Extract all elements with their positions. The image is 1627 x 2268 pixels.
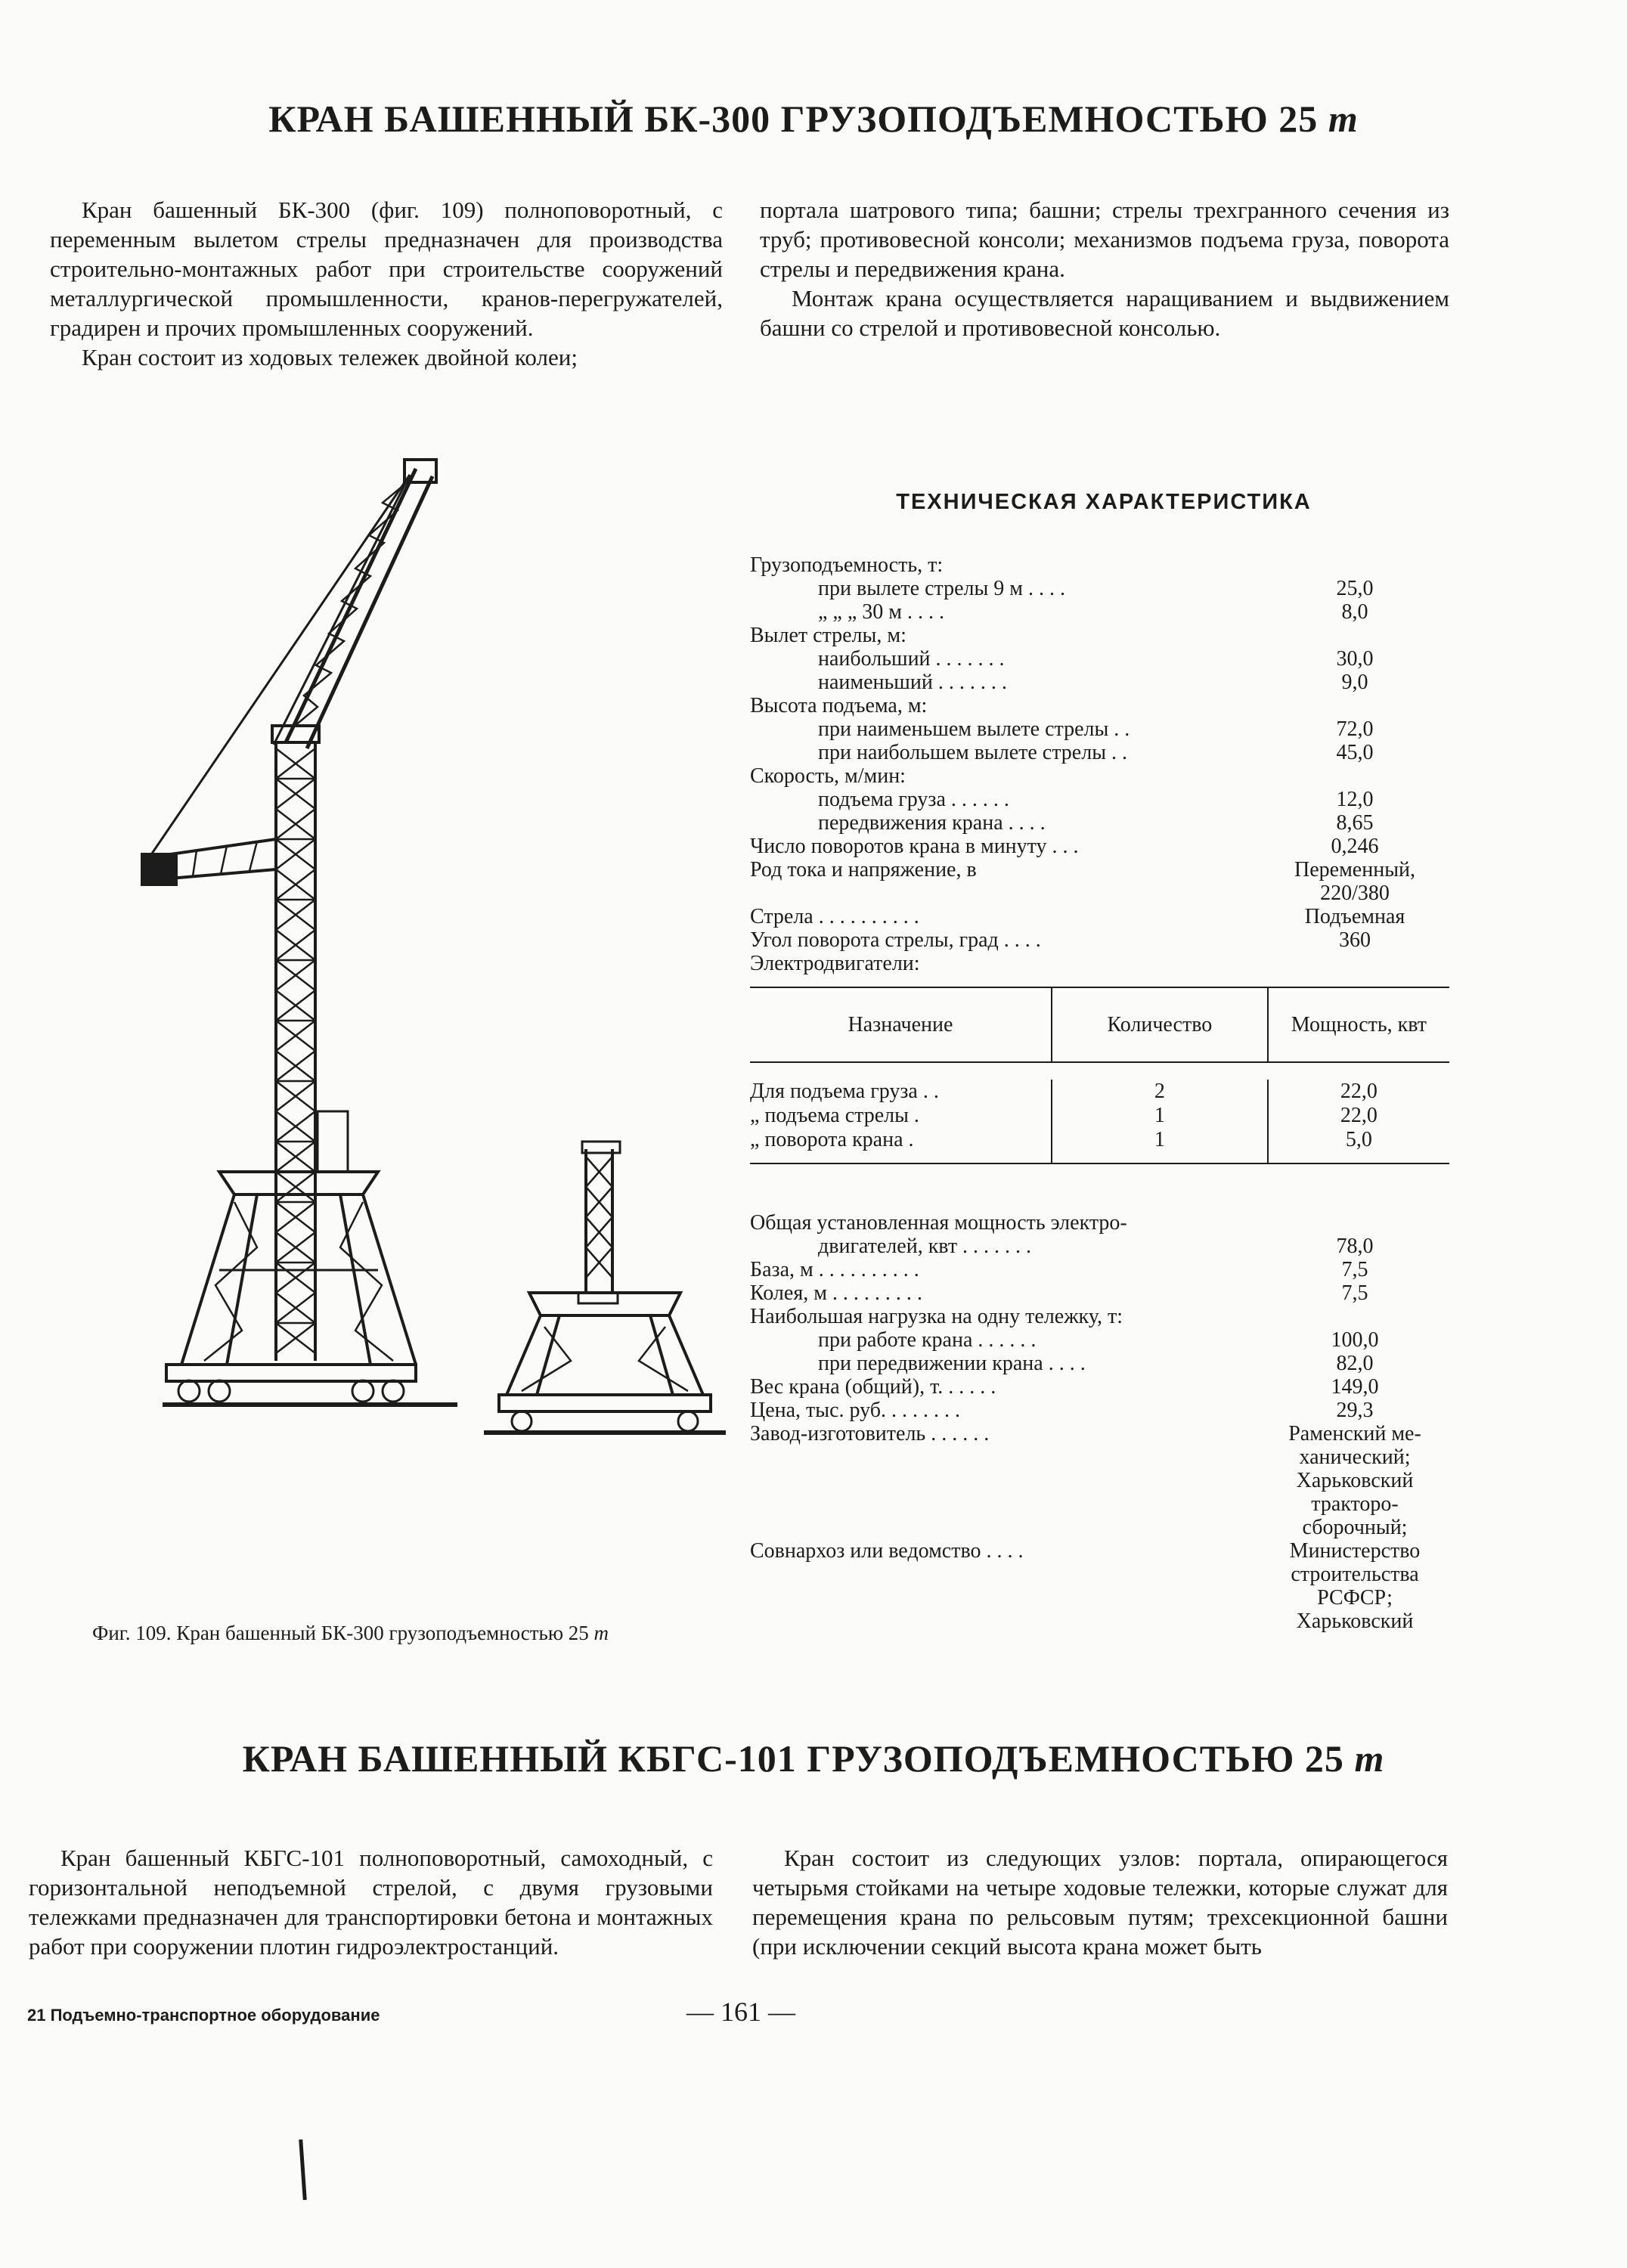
spec-label: наибольший . . . . . . .	[818, 647, 1005, 671]
motor-purpose: „ поворота крана .	[750, 1128, 1052, 1152]
spec-row	[750, 647, 1449, 671]
spec-row	[750, 1235, 1449, 1258]
motor-purpose: Для подъема груза . .	[750, 1080, 1052, 1104]
spec-row	[750, 1445, 1449, 1469]
spec-label: Стрела . . . . . . . . . .	[750, 905, 919, 928]
section1-right-column: портала шатрового типа; башни; стрелы трехгранного сечения из труб; противовесной консоли; механизмов подъема груза, поворота стрелы и передвижения крана. Монтаж крана осуществляется наращиванием и выдвижением башни со стрелой и противовесной консолью.	[760, 197, 1449, 341]
spec-label: Высота подъема, м:	[750, 694, 928, 717]
spec-row	[750, 1281, 1449, 1305]
spec-value: строительства	[1291, 1563, 1419, 1586]
spec-value: 12,0	[1336, 788, 1374, 811]
motor-power: 22,0	[1340, 1080, 1378, 1103]
table-header-row	[750, 988, 1449, 1062]
col-header-power: Мощность, квт	[1291, 1012, 1427, 1036]
section1-left-column: Кран башенный БК-300 (фиг. 109) полноповоротный, с переменным вылетом стрелы предназначен для производства строительно-монтажных работ при строительстве сооружений металлургической промышленности, кранов-перегружателей, градирен и прочих промышленных сооружений. Кран состоит из ходовых тележек двойной колеи;	[50, 197, 723, 370]
spec-label: Колея, м . . . . . . . . .	[750, 1281, 922, 1305]
spec-value: 30,0	[1336, 647, 1374, 671]
table-row	[750, 1104, 1449, 1128]
spec-label: Род тока и напряжение, в	[750, 858, 977, 881]
page-number: — 161 —	[686, 1997, 795, 2027]
spec-label: подъема груза . . . . . .	[818, 788, 1009, 811]
spec-value: 8,65	[1336, 811, 1374, 835]
spec-row	[750, 717, 1449, 741]
table-row	[750, 1128, 1449, 1152]
spec-label: Вылет стрелы, м:	[750, 624, 906, 647]
spec-value: 149,0	[1331, 1375, 1379, 1399]
spec-row	[750, 1469, 1449, 1492]
spec-label: Число поворотов крана в минуту . . .	[750, 835, 1079, 858]
motor-quantity: 1	[1052, 1104, 1268, 1128]
spec-title: ТЕХНИЧЕСКАЯ ХАРАКТЕРИСТИКА	[896, 490, 1312, 514]
spec-label: при передвижении крана . . . .	[818, 1352, 1086, 1375]
motor-power: 5,0	[1345, 1128, 1372, 1151]
spec-row	[750, 1563, 1449, 1586]
spec-row	[750, 764, 1449, 788]
motor-quantity: 2	[1052, 1080, 1268, 1104]
spec-row	[750, 1539, 1449, 1563]
tower-lattice	[276, 748, 315, 1353]
spec-value: Переменный,	[1294, 858, 1415, 881]
spec-value: ханический;	[1299, 1445, 1411, 1469]
spec-row	[750, 1328, 1449, 1352]
spec-row	[750, 788, 1449, 811]
spec-row	[750, 1211, 1449, 1235]
motor-table	[750, 988, 1449, 1163]
spec-value: 360	[1339, 928, 1371, 952]
spec-row	[750, 1422, 1449, 1445]
section2-right-column: Кран состоит из следующих узлов: портала, опирающегося четырьмя стойками на четыре ходовые тележки, которые служат для перемещения крана по рельсовым путям; трехсекционной башни (при исключении секций высота крана может быть	[752, 1845, 1448, 1960]
spec-value: Харьковский	[1296, 1610, 1414, 1633]
spec-label: Наибольшая нагрузка на одну тележку, т:	[750, 1305, 1123, 1328]
boom-lower-chord	[307, 476, 432, 748]
section1-heading: КРАН БАШЕННЫЙ БК-300 ГРУЗОПОДЪЕМНОСТЬЮ 25 т	[268, 98, 1359, 140]
motor-purpose: „ подъема стрелы .	[750, 1104, 1052, 1128]
spec-label: Общая установленная мощность электро-	[750, 1211, 1127, 1235]
spec-label: при наибольшем вылете стрелы . .	[818, 741, 1128, 764]
spec-value: 25,0	[1336, 577, 1374, 600]
spec-row	[750, 741, 1449, 764]
spec-row	[750, 600, 1449, 624]
spec-value: Министерство	[1289, 1539, 1421, 1563]
spec-row	[750, 553, 1449, 577]
spec-value: 29,3	[1336, 1399, 1374, 1422]
spec-value: 8,0	[1341, 600, 1368, 624]
spec-label: Скорость, м/мин:	[750, 764, 906, 788]
spec-row	[750, 1352, 1449, 1375]
spec-label: База, м . . . . . . . . . .	[750, 1258, 919, 1281]
spec-row	[750, 858, 1449, 881]
spec-label: при работе крана . . . . . .	[818, 1328, 1037, 1352]
col-header-quantity: Количество	[1052, 988, 1268, 1062]
spec-label: при вылете стрелы 9 м . . . .	[818, 577, 1066, 600]
spec-row	[750, 694, 1449, 717]
spec-row	[750, 1258, 1449, 1281]
spec-row	[750, 1586, 1449, 1610]
spec-row	[750, 835, 1449, 858]
spec-row	[750, 1305, 1449, 1328]
table-bottom-rule	[750, 1163, 1449, 1164]
spec-value: 9,0	[1341, 671, 1368, 694]
spec-row	[750, 1375, 1449, 1399]
section2-left-column: Кран башенный КБГС-101 полноповоротный, самоходный, с горизонтальной неподъемной стрелой, с двумя грузовыми тележками предназначен для транспортировки бетона и монтажных работ при сооружении плотин гидроэлектростанций.	[29, 1845, 713, 1960]
spec-row	[750, 905, 1449, 928]
spec-label: Цена, тыс. руб. . . . . . . .	[750, 1399, 961, 1422]
spec-row	[750, 928, 1449, 952]
col-header-purpose: Назначение	[750, 988, 1052, 1062]
figure-caption: Фиг. 109. Кран башенный БК-300 грузоподъемностью 25 т	[92, 1622, 609, 1644]
spec-label: Угол поворота стрелы, град . . . .	[750, 928, 1041, 952]
spec-row	[750, 952, 1449, 975]
spec-label: двигателей, квт . . . . . . .	[818, 1235, 1032, 1258]
motor-quantity: 1	[1052, 1128, 1268, 1152]
spec-value: 0,246	[1331, 835, 1379, 858]
spec-label: Электродвигатели:	[750, 952, 920, 975]
spec-value: 220/380	[1320, 881, 1390, 905]
crane-figure	[136, 446, 764, 1595]
spec-label: Вес крана (общий), т. . . . . .	[750, 1375, 996, 1399]
spec-row	[750, 1516, 1449, 1539]
spec-row	[750, 1399, 1449, 1422]
spec-value: сборочный;	[1302, 1516, 1408, 1539]
spec-label: Завод-изготовитель . . . . . .	[750, 1422, 990, 1445]
spec-value: Харьковский	[1296, 1469, 1414, 1492]
spec-label: передвижения крана . . . .	[818, 811, 1046, 835]
margin-mark	[299, 2139, 307, 2200]
spec-value: Подъемная	[1304, 905, 1405, 928]
spec-value: 78,0	[1336, 1235, 1374, 1258]
spec-value: 7,5	[1341, 1258, 1368, 1281]
spec-list-1	[750, 553, 1449, 975]
spec-value: 72,0	[1336, 717, 1374, 741]
spec-value: РСФСР;	[1317, 1586, 1393, 1610]
spec-row	[750, 881, 1449, 905]
spec-value: 82,0	[1336, 1352, 1374, 1375]
spec-value: 45,0	[1336, 741, 1374, 764]
motor-table-wrap	[750, 987, 1449, 1164]
spec-row	[750, 811, 1449, 835]
spec-value: 100,0	[1331, 1328, 1379, 1352]
spec-row	[750, 1492, 1449, 1516]
section2-heading: КРАН БАШЕННЫЙ КБГС-101 ГРУЗОПОДЪЕМНОСТЬЮ 25 т	[242, 1737, 1385, 1780]
spec-label: наименьший . . . . . . .	[818, 671, 1007, 694]
spec-label: Грузоподъемность, т:	[750, 553, 944, 577]
spec-value: тракторо-	[1311, 1492, 1399, 1516]
table-row	[750, 1080, 1449, 1104]
spec-value: Раменский ме-	[1288, 1422, 1421, 1445]
spec-list-2	[750, 1211, 1449, 1633]
spec-label: Совнархоз или ведомство . . . .	[750, 1539, 1024, 1563]
spec-value: 7,5	[1341, 1281, 1368, 1305]
spec-label: „ „ „ 30 м . . . .	[818, 600, 945, 624]
spec-row	[750, 671, 1449, 694]
motor-power: 22,0	[1340, 1104, 1378, 1127]
spec-row	[750, 1610, 1449, 1633]
spec-row	[750, 577, 1449, 600]
spec-label: при наименьшем вылете стрелы . .	[818, 717, 1130, 741]
footer-book-title: 21 Подъемно-транспортное оборудование	[27, 2006, 380, 2025]
spec-row	[750, 624, 1449, 647]
